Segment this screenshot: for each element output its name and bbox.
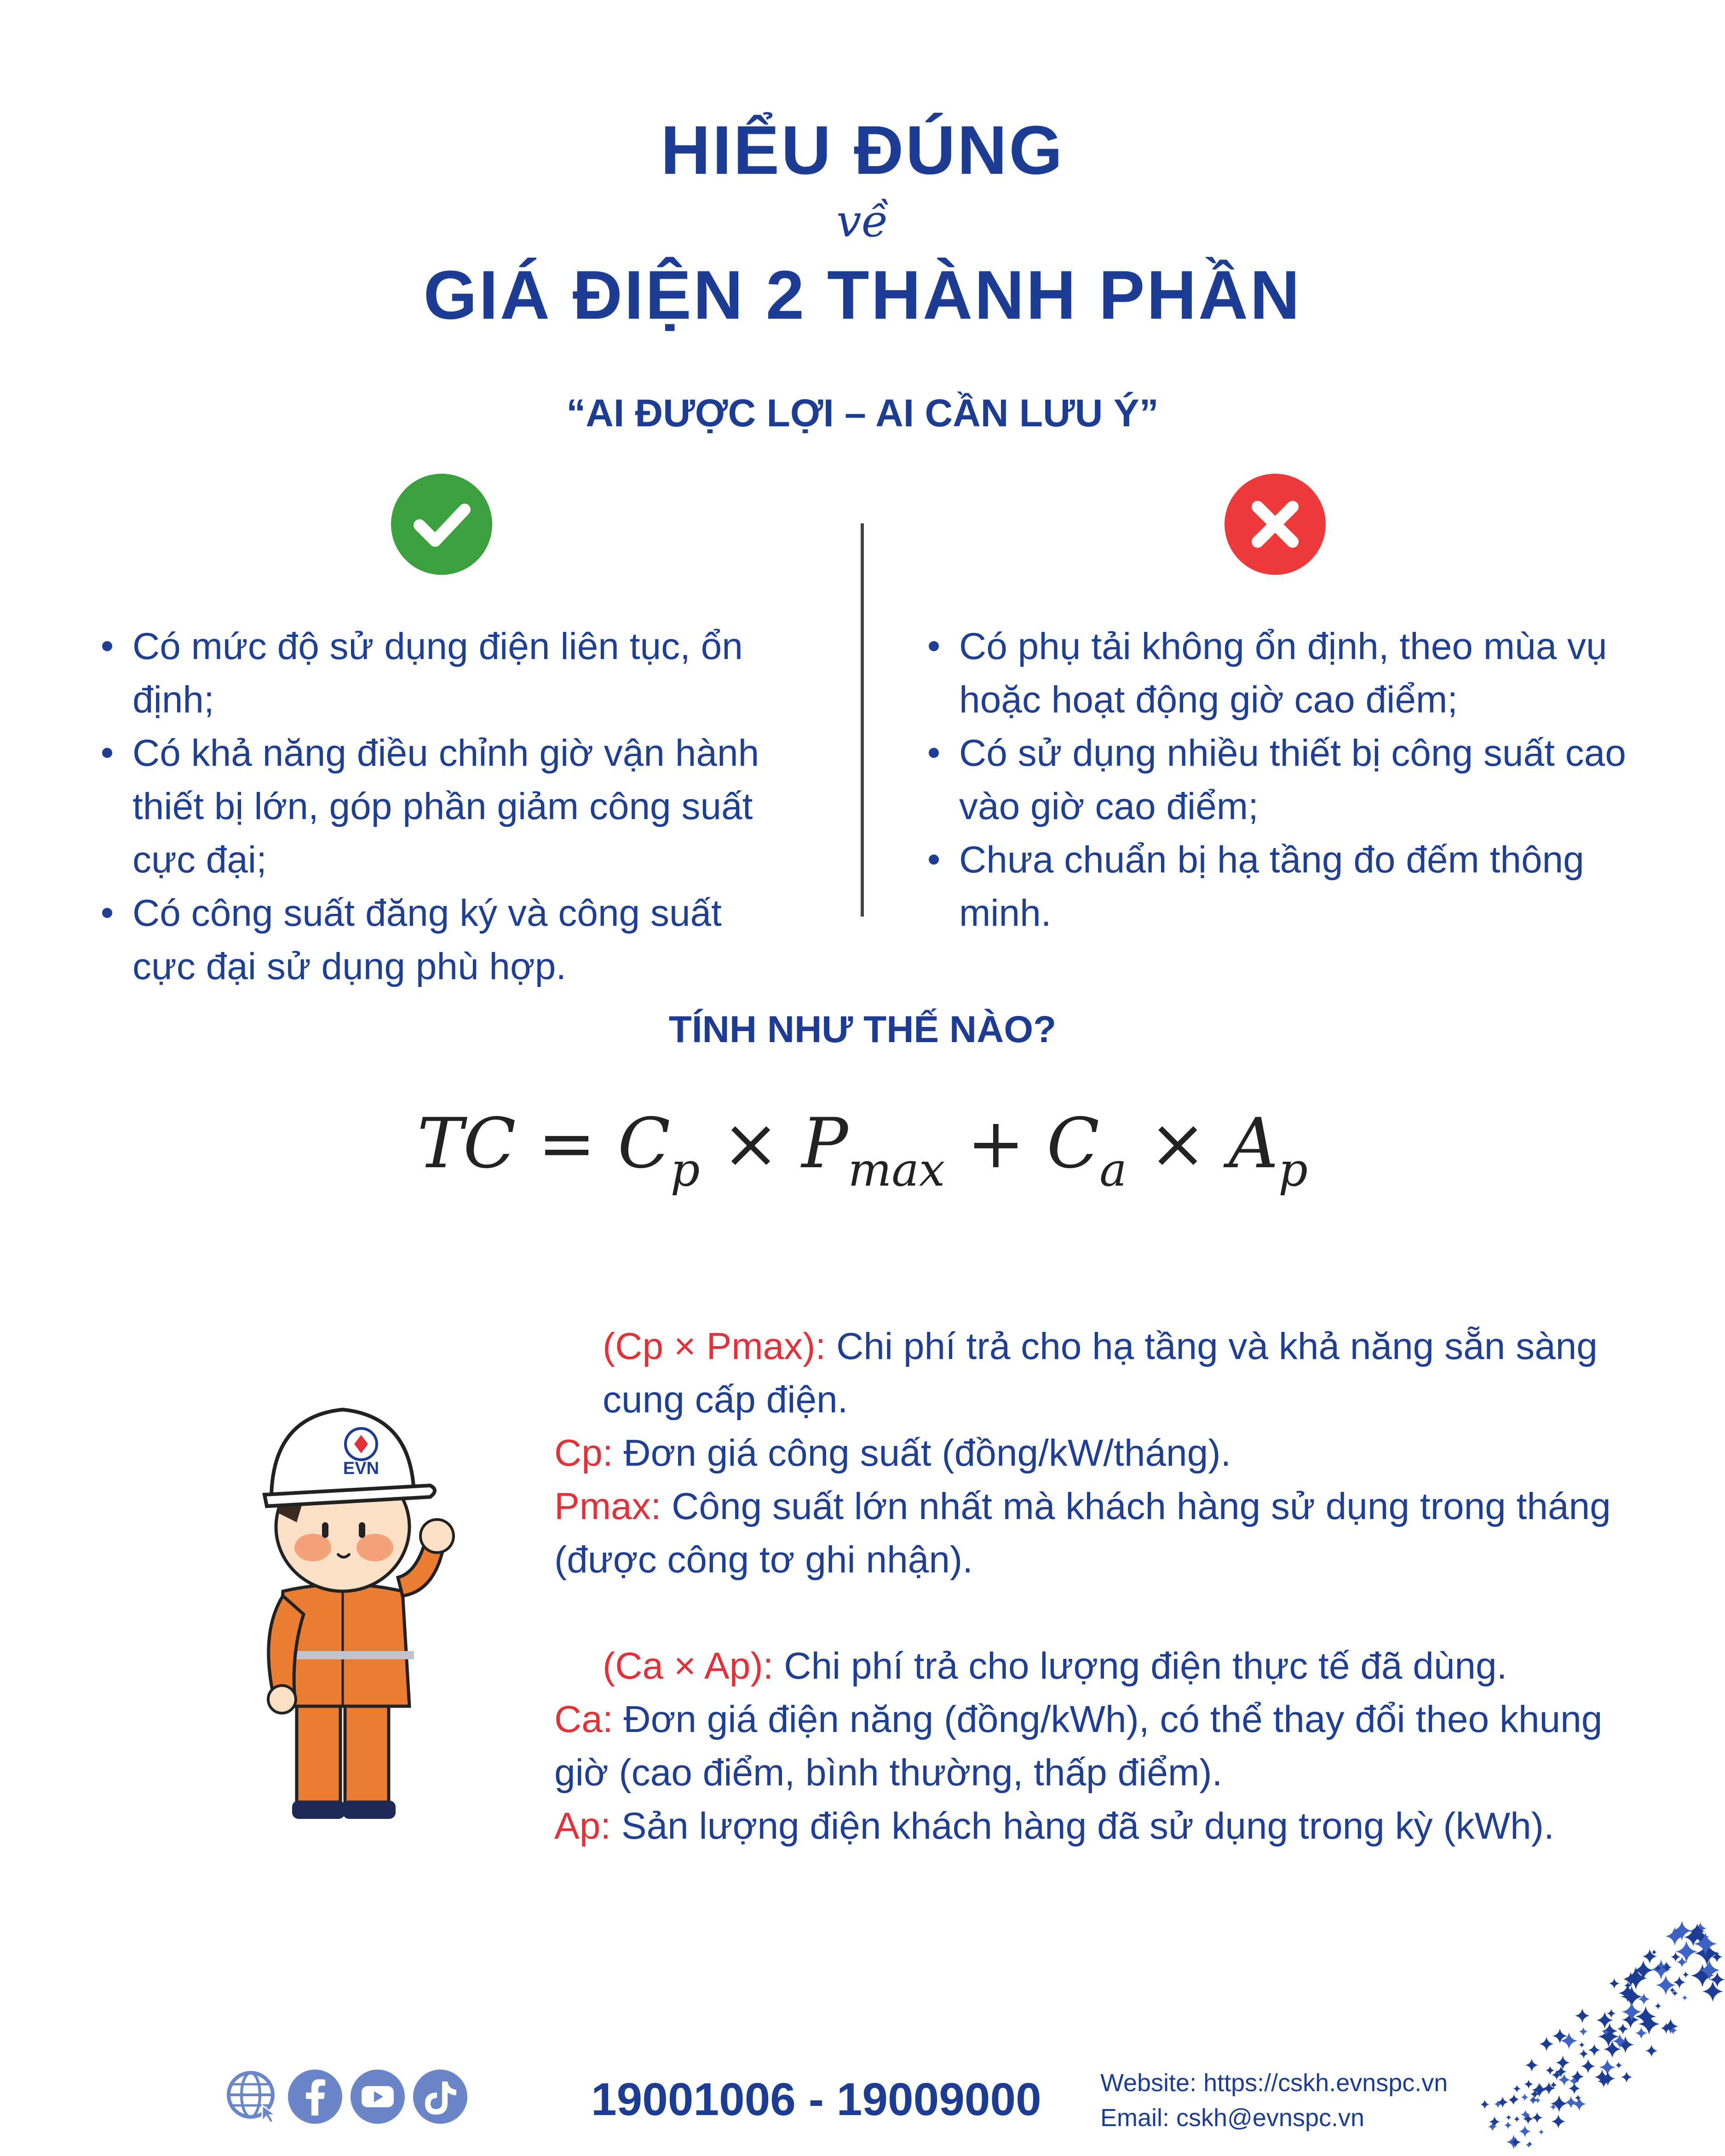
column-divider [861, 523, 864, 917]
sparkle-star-icon [1671, 1952, 1680, 1961]
sparkle-star-icon [1575, 2008, 1590, 2023]
section-heading: TÍNH NHƯ THẾ NÀO? [668, 1009, 1057, 1050]
globe-icon[interactable] [225, 2070, 280, 2124]
sparkle-star-icon [1702, 1981, 1724, 2002]
caution-list [959, 620, 1658, 940]
sparkle-decoration-icon [1481, 1909, 1725, 2156]
tiktok-icon[interactable] [413, 2070, 467, 2124]
email-link[interactable]: Email: cskh@evnspc.vn [1100, 2104, 1365, 2132]
website-link[interactable]: Website: https://cskh.evnspc.vn [1100, 2069, 1448, 2097]
facebook-icon[interactable] [288, 2070, 342, 2124]
benefit-item: Có khả năng điều chỉnh giờ vận hành thiết bị lớn, góp phần giảm công suất cực đại; [132, 727, 795, 887]
caution-item: Có sử dụng nhiều thiết bị công suất cao vào giờ cao điểm; [959, 727, 1658, 833]
formula-part: TC = C [417, 1104, 671, 1184]
sparkle-star-icon [1526, 2142, 1531, 2148]
cp-label: Cp: [554, 1432, 613, 1474]
cross-circle-icon [1225, 474, 1326, 575]
sparkle-star-icon [1607, 2009, 1616, 2018]
sparkle-star-icon [1581, 2059, 1595, 2073]
sparkle-star-icon [1551, 2115, 1565, 2129]
sparkle-star-icon [1622, 2002, 1642, 2022]
sparkle-star-icon [1588, 2044, 1600, 2056]
sparkle-star-icon [1481, 2100, 1489, 2109]
sparkle-star-icon [1514, 2116, 1520, 2122]
formula [0, 1104, 1725, 1197]
sparkle-star-icon [1621, 2071, 1633, 2083]
youtube-icon[interactable] [351, 2070, 405, 2124]
sparkle-star-icon [1532, 2112, 1543, 2123]
sparkle-star-icon [1535, 2097, 1541, 2103]
title-line-2: GIÁ ĐIỆN 2 THÀNH PHẦN [423, 256, 1302, 333]
sparkle-star-icon [1521, 2093, 1529, 2101]
ap-text: Sản lượng điện khách hàng đã sử dụng trong kỳ (kWh). [611, 1805, 1554, 1847]
formula-subscript: max [848, 1143, 945, 1197]
formula-subscript: p [670, 1143, 700, 1197]
engineer-mascot-illustration [228, 1375, 467, 1826]
sparkle-star-icon [1609, 1978, 1620, 1989]
caution-item: Chưa chuẩn bị hạ tầng đo đếm thông minh. [959, 833, 1658, 940]
sparkle-star-icon [1572, 2097, 1586, 2111]
explanation-block-energy [554, 1640, 1649, 1853]
sparkle-star-icon [1673, 1976, 1685, 1989]
sparkle-star-icon [1546, 2066, 1555, 2075]
ap-label: Ap: [554, 1805, 611, 1847]
term-text: Chi phí trả cho lượng điện thực tế đã dùng. [773, 1645, 1507, 1687]
formula-part: × P [700, 1104, 848, 1184]
check-circle-icon [391, 474, 492, 575]
formula-part: + C [945, 1104, 1100, 1184]
benefit-item: Có mức độ sử dụng điện liên tục, ổn định; [132, 620, 795, 727]
sparkle-star-icon [1638, 1993, 1650, 2005]
title-line-1: HIỂU ĐÚNG [661, 111, 1064, 189]
formula-subscript: a [1099, 1143, 1127, 1197]
ca-text: Đơn giá điện năng (đồng/kWh), có thể thay đổi theo khung giờ (cao điểm, bình thường, thấp điểm). [554, 1698, 1603, 1794]
pmax-label: Pmax: [554, 1485, 661, 1527]
sparkle-star-icon [1513, 2085, 1521, 2093]
sparkle-star-icon [1617, 2023, 1629, 2035]
sparkle-star-icon [1525, 2059, 1538, 2072]
sparkle-star-icon [1635, 2027, 1647, 2039]
formula-part: × A [1127, 1104, 1279, 1184]
sparkle-star-icon [1675, 1941, 1697, 1963]
term-label: (Ca × Ap): [603, 1645, 774, 1687]
helmet-logo-text: EVN [343, 1459, 380, 1478]
term-label: (Cp × Pmax): [603, 1325, 826, 1367]
formula-subscript: p [1278, 1143, 1308, 1197]
sparkle-star-icon [1579, 2049, 1588, 2059]
sparkle-star-icon [1551, 2095, 1568, 2112]
benefit-item: Có công suất đăng ký và công suất cực đại sử dụng phù hợp. [132, 887, 795, 993]
sparkle-star-icon [1506, 2115, 1512, 2120]
ca-label: Ca: [554, 1698, 613, 1740]
sparkle-star-icon [1615, 2062, 1622, 2069]
benefit-list [132, 620, 795, 993]
subtitle-quote: “AI ĐƯỢC LỢI – AI CẦN LƯU Ý” [566, 391, 1159, 435]
pmax-text: Công suất lớn nhất mà khách hàng sử dụng trong tháng (được công tơ ghi nhận). [554, 1485, 1611, 1581]
sparkle-star-icon [1556, 2056, 1570, 2070]
sparkle-star-icon [1645, 2045, 1658, 2057]
sparkle-star-icon [1538, 2129, 1544, 2135]
explanation-block-capacity [554, 1320, 1649, 1587]
sparkle-star-icon [1682, 1995, 1687, 2001]
sparkle-star-icon [1579, 2042, 1585, 2048]
sparkle-star-icon [1656, 1975, 1676, 1995]
caution-item: Có phụ tải không ổn định, theo mùa vụ hoặc hoạt động giờ cao điểm; [959, 620, 1658, 727]
sparkle-star-icon [1504, 2121, 1512, 2129]
sparkle-star-icon [1509, 2094, 1519, 2104]
sparkle-star-icon [1510, 2137, 1521, 2148]
title-connector: về [836, 195, 889, 247]
sparkle-star-icon [1539, 2037, 1554, 2052]
sparkle-star-icon [1524, 2080, 1533, 2089]
cp-text: Đơn giá công suất (đồng/kW/tháng). [613, 1432, 1231, 1474]
sparkle-star-icon [1651, 1959, 1671, 1979]
sparkle-star-icon [1519, 2125, 1531, 2137]
hotline-numbers: 19001006 - 19009000 [591, 2074, 1041, 2125]
term-text: Chi phí trả cho hạ tầng và khả năng sẵn sàng cung cấp điện. [603, 1325, 1598, 1421]
sparkle-star-icon [1579, 2027, 1587, 2036]
sparkle-star-icon [1683, 1972, 1689, 1978]
sparkle-star-icon [1655, 2003, 1662, 2010]
